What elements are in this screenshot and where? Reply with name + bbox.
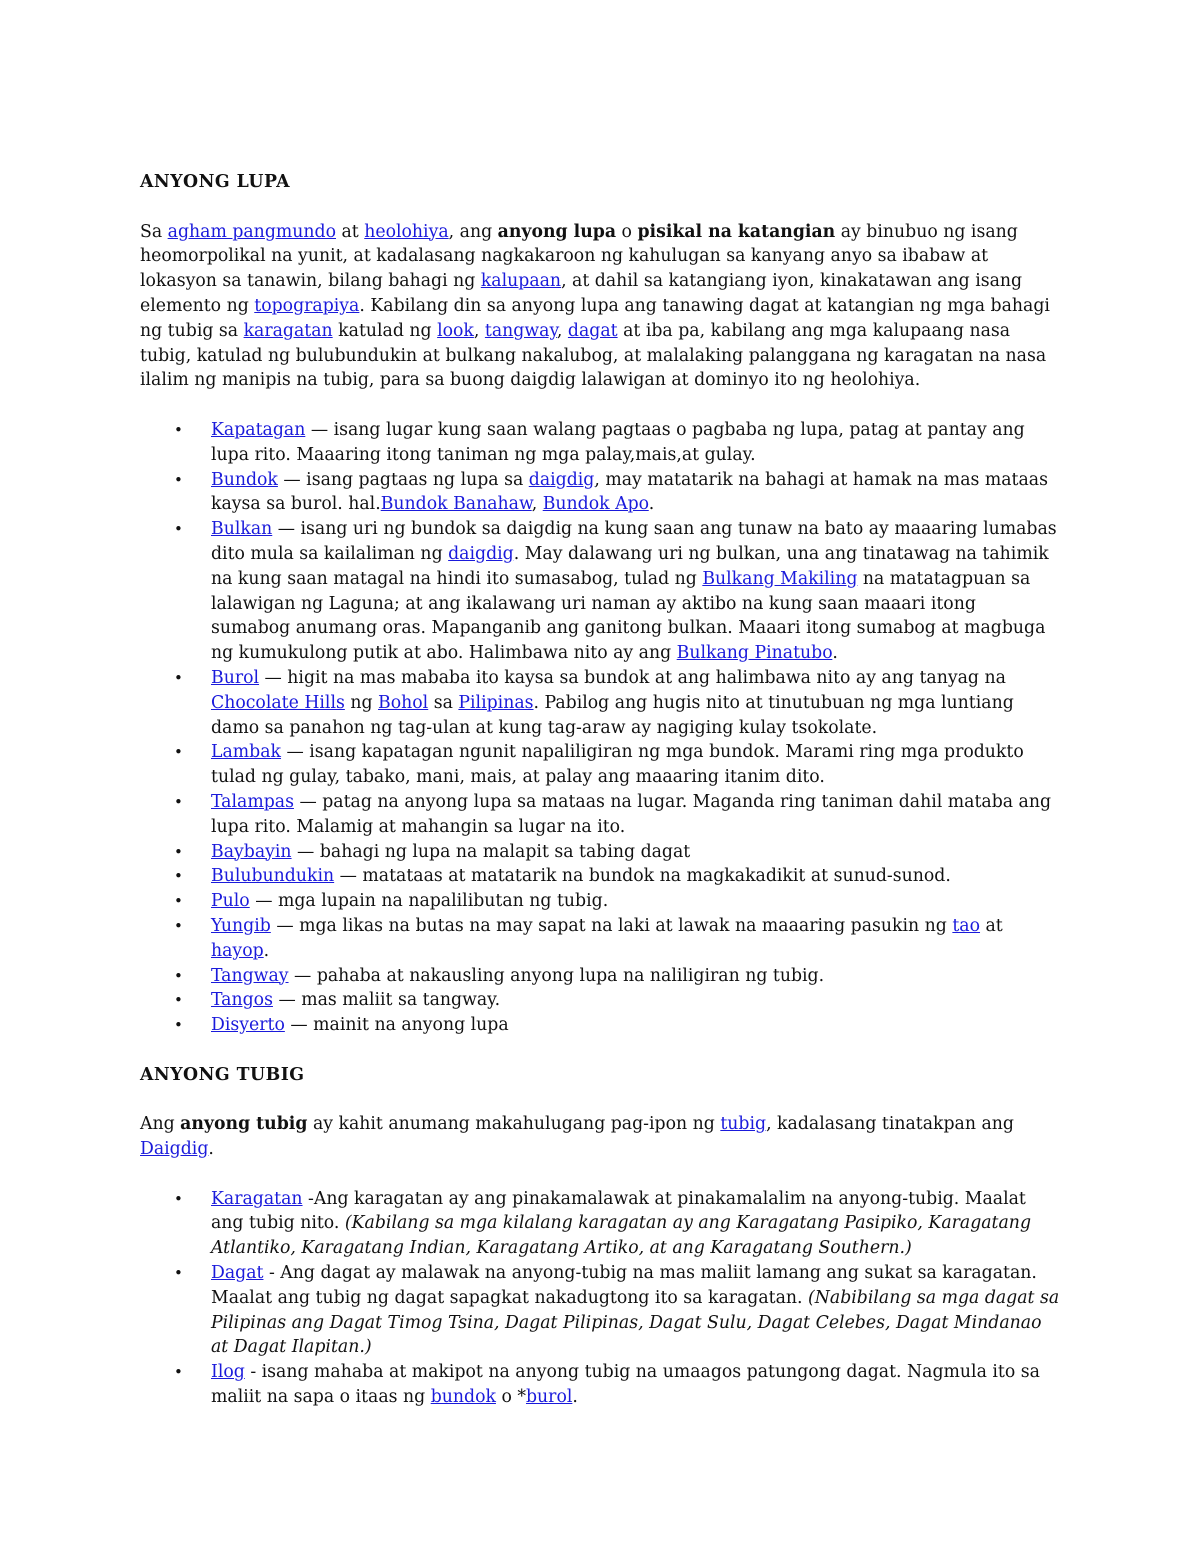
text: ng: [344, 692, 379, 713]
link-ilog[interactable]: Ilog: [211, 1362, 245, 1383]
bullet-icon: •: [174, 842, 183, 861]
text: , at dahil sa katangiang iyon, kinakatawan ang isang elemento ng: [140, 271, 1023, 316]
text: — mainit na anyong lupa: [284, 1015, 509, 1036]
list-anyong-tubig: [140, 1187, 1060, 1410]
text: — mga likas na butas na may sapat na laki at lawak na maaaring pasukin ng: [270, 915, 953, 936]
text: Ang: [140, 1114, 181, 1135]
text: — isang lugar kung saan walang pagtaas o pagbaba ng lupa, patag at pantay ang lupa rito. Maaaring itong taniman ng mga palay,mais,at gulay.: [211, 419, 1025, 465]
text: . May dalawang uri ng bulkan, una ang tinatawag na tahimik na kung saan matagal na hindi ito sumasabog, tulad ng: [211, 543, 1049, 589]
link-bundok-banahaw[interactable]: Bundok Banahaw: [380, 494, 532, 515]
list-item: [140, 1013, 1060, 1038]
text: — isang kapatagan ngunit napaliligiran ng mga bundok. Marami ring mga produkto tulad ng gulay, tabako, mani, mais, at palay ang maaaring itanim dito.: [211, 742, 1024, 788]
text: ,: [473, 320, 485, 341]
list-item: [140, 740, 1060, 790]
link-lambak[interactable]: Lambak: [211, 742, 282, 763]
link-bohol[interactable]: Bohol: [378, 692, 429, 713]
text: ,: [531, 494, 543, 515]
intro-anyong-tubig: [140, 1112, 1060, 1162]
text: — patag na anyong lupa sa mataas na lugar. Maganda ring taniman dahil mataba ang lupa rito. Malamig at mahangin sa lugar na ito.: [211, 791, 1052, 837]
link-bulkang-pinatubo[interactable]: Bulkang Pinatubo: [676, 643, 833, 664]
text: .: [648, 494, 655, 515]
list-item: [140, 468, 1060, 518]
bullet-icon: •: [174, 1363, 183, 1382]
bullet-icon: •: [174, 1189, 183, 1208]
text: .: [832, 643, 838, 664]
link-karagatan[interactable]: Karagatan: [211, 1188, 303, 1209]
document-page: [140, 170, 1060, 1435]
link-bundok-apo[interactable]: Bundok Apo: [542, 494, 649, 515]
link-chocolate-hills[interactable]: Chocolate Hills: [211, 692, 345, 713]
bullet-icon: •: [174, 520, 183, 539]
link-heolohiya[interactable]: heolohiya: [364, 221, 449, 242]
link-disyerto[interactable]: Disyerto: [211, 1015, 285, 1036]
text: at iba pa, kabilang ang mga kalupaang nasa tubig, katulad ng bulubundukin at bulkang nakalubog, at malalaking palanggana ng karagatan na nasa ilalim ng manipis na tubig, para sa buong daigdig lalawigan at dominyo ito ng heolohiya.: [140, 320, 1047, 391]
text: . Pabilog ang hugis nito at tinutubuan ng mga luntiang damo sa panahon ng tag-ulan at kung tag-araw ay nagiging kulay tsokolate.: [211, 692, 1014, 738]
text: — mas maliit sa tangway.: [272, 990, 501, 1011]
text: - isang mahaba at makipot na anyong tubig na umaagos patungong dagat. Nagmula ito sa maliit na sapa o itaas ng: [211, 1362, 1040, 1408]
list-item: [140, 517, 1060, 666]
italic-note: (Nabibilang sa mga dagat sa Pilipinas ang Dagat Timog Tsina, Dagat Pilipinas, Dagat Sulu, Dagat Celebes, Dagat Mindanao at Dagat Ilapitan.): [211, 1287, 1060, 1358]
bold-term: anyong tubig: [180, 1114, 308, 1135]
list-item: [140, 1360, 1060, 1410]
text: — higit na mas mababa ito kaysa sa bundok at ang halimbawa nito ay ang tanyag na: [259, 667, 1006, 688]
text: na matatagpuan sa lalawigan ng Laguna; at ang ikalawang uri naman ay aktibo na kung saan maaari itong sumabog anumang oras. Mapanganib ang ganitong bulkan. Maaari itong sumabog at magbuga ng kumukulong putik at abo. Halimbawa nito ay ang: [211, 568, 1046, 664]
text: o: [616, 221, 638, 242]
heading-anyong-lupa: ANYONG LUPA: [140, 172, 291, 192]
link-daigdig[interactable]: daigdig: [528, 469, 595, 490]
link-bundok[interactable]: bundok: [430, 1387, 496, 1408]
link-yungib[interactable]: Yungib: [211, 915, 271, 936]
link-pulo[interactable]: Pulo: [211, 891, 250, 912]
text: at: [980, 915, 1003, 936]
link-tao[interactable]: tao: [952, 915, 981, 936]
list-anyong-lupa: [140, 418, 1060, 1038]
text: sa: [428, 692, 459, 713]
text: , ang: [448, 221, 498, 242]
heading-anyong-tubig: ANYONG TUBIG: [140, 1064, 305, 1085]
text: ay kahit anumang makahulugang pag-ipon ng: [307, 1114, 721, 1135]
link-bulkan[interactable]: Bulkan: [211, 519, 273, 540]
link-talampas[interactable]: Talampas: [211, 791, 294, 812]
link-daigdig[interactable]: Daigdig: [140, 1139, 209, 1160]
text: — pahaba at nakausling anyong lupa na naliligiran ng tubig.: [288, 965, 825, 986]
text: at: [336, 221, 365, 242]
link-pilipinas[interactable]: Pilipinas: [458, 692, 534, 713]
text: o *: [495, 1387, 526, 1408]
link-bulkang-makiling[interactable]: Bulkang Makiling: [702, 568, 858, 589]
link-tubig[interactable]: tubig: [720, 1114, 767, 1135]
text: .: [208, 1139, 214, 1160]
link-tangway[interactable]: tangway: [484, 320, 557, 341]
text: Sa: [140, 221, 168, 242]
link-topograpiya[interactable]: topograpiya: [254, 295, 360, 316]
list-item: [140, 790, 1060, 840]
link-tangway[interactable]: Tangway: [211, 965, 289, 986]
bold-term: pisikal na katangian: [637, 221, 836, 242]
text: ay binubuo ng isang heomorpolikal na yunit, at kadalasang nagkakaroon ng kahulugan sa kanyang anyo sa ibabaw at lokasyon sa tanawin, bilang bahagi ng: [140, 221, 1018, 292]
text: - Ang dagat ay malawak na anyong-tubig na mas maliit lamang ang sukat sa karagatan. Maalat ang tubig ng dagat sapagkat nakadugtong ito sa karagatan.: [211, 1263, 1037, 1308]
bullet-icon: •: [174, 668, 183, 687]
link-kalupaan[interactable]: kalupaan: [480, 271, 562, 292]
bullet-icon: •: [174, 867, 183, 886]
text: katulad ng: [332, 320, 438, 341]
text: — matataas at matatarik na bundok na magkakadikit at sunud-sunod.: [334, 866, 951, 887]
link-burol[interactable]: burol: [525, 1387, 573, 1408]
bullet-icon: •: [174, 991, 183, 1010]
text: — mga lupain na napalilibutan ng tubig.: [249, 891, 609, 912]
bullet-icon: •: [174, 792, 183, 811]
text: . Kabilang din sa anyong lupa ang tanawing dagat at katangian ng mga bahagi ng tubig sa: [140, 295, 1050, 341]
link-agham-pangmundo[interactable]: agham pangmundo: [167, 221, 336, 242]
text: -Ang karagatan ay ang pinakamalawak at pinakamalalim na anyong-tubig. Maalat ang tubig nito.: [211, 1188, 1026, 1234]
list-item: [140, 889, 1060, 914]
link-baybayin[interactable]: Baybayin: [211, 841, 292, 862]
list-item: [140, 840, 1060, 865]
bullet-icon: •: [174, 1016, 183, 1035]
link-bulubundukin[interactable]: Bulubundukin: [211, 866, 335, 887]
list-item: [140, 988, 1060, 1013]
list-item: [140, 864, 1060, 889]
list-item: [140, 666, 1060, 740]
link-bundok[interactable]: Bundok: [211, 469, 278, 490]
list-item: [140, 418, 1060, 468]
text: , kadalasang tinatakpan ang: [766, 1114, 1014, 1135]
link-burol[interactable]: Burol: [211, 667, 260, 688]
list-item: [140, 914, 1060, 964]
list-item: [140, 1187, 1060, 1261]
link-karagatan[interactable]: karagatan: [243, 320, 333, 341]
link-tangos[interactable]: Tangos: [211, 990, 273, 1011]
italic-note: (Kabilang sa mga kilalang karagatan ay ang Karagatang Pasipiko, Karagatang Atlantiko, Karagatang Indian, Karagatang Artiko, at ang Karagatang Southern.): [211, 1213, 1032, 1259]
link-dagat[interactable]: dagat: [567, 320, 618, 341]
bullet-icon: •: [174, 1264, 183, 1283]
bullet-icon: •: [174, 966, 183, 985]
bullet-icon: •: [174, 470, 183, 489]
bullet-icon: •: [174, 916, 183, 935]
bullet-icon: •: [174, 420, 183, 439]
intro-anyong-lupa: [140, 220, 1060, 394]
text: .: [263, 940, 270, 961]
text: — isang pagtaas ng lupa sa: [277, 469, 529, 490]
link-look[interactable]: look: [437, 320, 474, 341]
text: , may matatarik na bahagi at hamak na mas mataas kaysa sa burol. hal.: [211, 469, 1048, 515]
bold-term: anyong lupa: [497, 221, 617, 242]
list-item: [140, 964, 1060, 989]
link-hayop[interactable]: hayop: [211, 940, 264, 961]
text: .: [572, 1387, 578, 1408]
link-dagat[interactable]: Dagat: [211, 1263, 264, 1284]
bullet-icon: •: [174, 743, 183, 762]
link-kapatagan[interactable]: Kapatagan: [211, 419, 306, 440]
link-daigdig[interactable]: daigdig: [448, 543, 514, 564]
list-item: [140, 1261, 1060, 1360]
text: — bahagi ng lupa na malapit sa tabing dagat: [291, 841, 691, 862]
bullet-icon: •: [174, 892, 183, 911]
text: — isang uri ng bundok sa daigdig na kung saan ang tunaw na bato ay maaaring lumabas dito mula sa kailaliman ng: [211, 519, 1057, 564]
text: ,: [556, 320, 568, 341]
